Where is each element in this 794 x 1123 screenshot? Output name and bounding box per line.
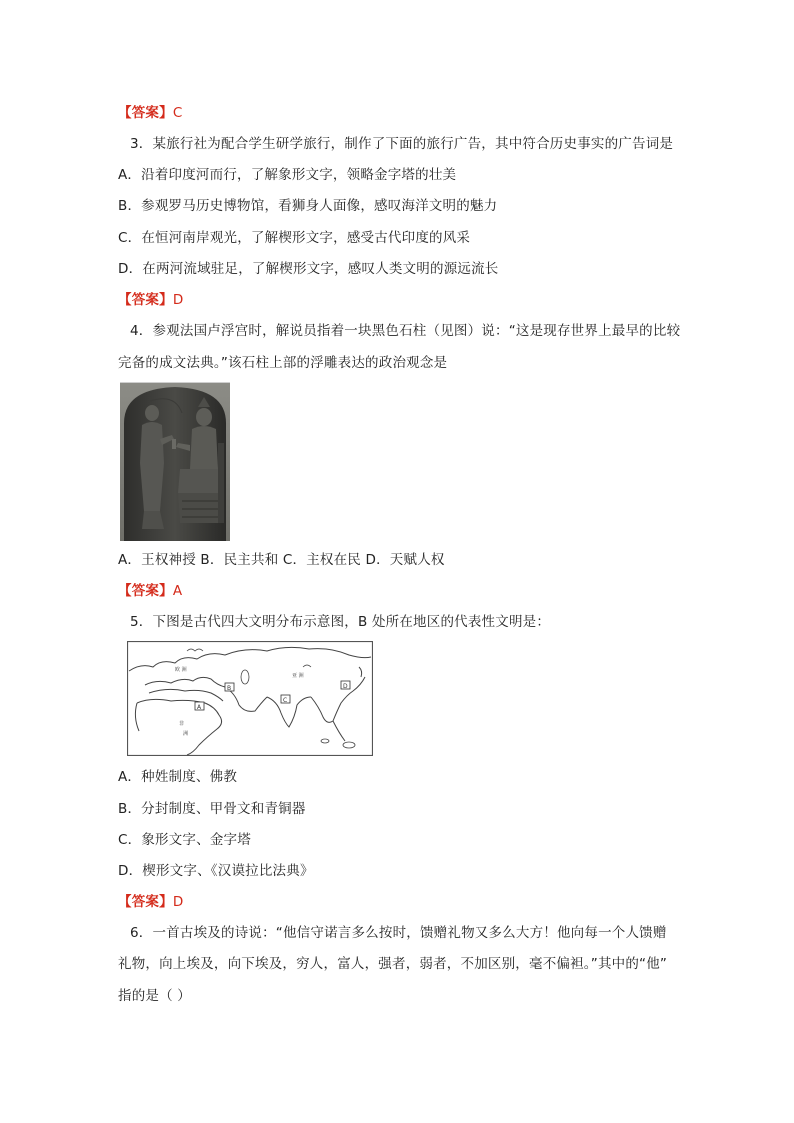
world-map-sketch [127,641,373,756]
map-label-africa-1: 非 [179,721,185,727]
map-marker-c: C [283,697,288,704]
map-marker-b: B [227,685,232,692]
answer-value: D [172,292,184,308]
question-5-option-d: D．楔形文字、《汉谟拉比法典》 [118,863,314,879]
map-label-europe: 欧 洲 [175,667,187,673]
question-3-option-d: D．在两河流域驻足，了解楔形文字，感叹人类文明的源远流长 [118,261,499,277]
question-4-stem-line2: 完备的成文法典。”该石柱上部的浮雕表达的政治观念是 [118,355,448,371]
question-3-option-a: A．沿着印度河而行，了解象形文字，领略金字塔的壮美 [118,167,457,183]
answer-q2 [118,104,182,122]
map-marker-d: D [343,683,348,690]
question-3-stem: 3．某旅行社为配合学生研学旅行，制作了下面的旅行广告，其中符合历史事实的广告词是 [130,136,674,152]
answer-tag: 【答案】 [118,583,173,599]
question-6-stem-line2: 礼物，向上埃及，向下埃及，穷人，富人，强者，弱者，不加区别，毫不偏袒。”其中的“他” [118,956,668,972]
answer-q3 [118,291,183,309]
map-marker-a: A [197,704,202,711]
question-4-stem-line1: 4．参观法国卢浮宫时，解说员指着一块黑色石柱（见图）说：“这是现存世界上最早的比较 [130,323,681,339]
ancient-civilizations-map [127,641,373,756]
answer-q4 [118,582,182,600]
answer-value: D [172,894,184,910]
hammurabi-stele-image [120,382,230,541]
question-5-option-b: B．分封制度、甲骨文和青铜器 [118,801,306,817]
answer-value: C [172,105,183,121]
answer-tag: 【答案】 [118,292,173,308]
question-5-stem: 5．下图是古代四大文明分布示意图，B 处所在地区的代表性文明是： [130,614,551,630]
answer-tag: 【答案】 [118,105,173,121]
question-3-option-c: C．在恒河南岸观光，了解楔形文字，感受古代印度的风采 [118,230,471,246]
stele-photo [120,383,230,541]
map-label-africa-2: 洲 [183,731,189,737]
map-label-asia: 亚 洲 [292,673,304,679]
question-6-stem-line3: 指的是（ ） [118,988,191,1004]
question-6-stem-line1: 6．一首古埃及的诗说：“他信守诺言多么按时，馈赠礼物又多么大方！他向每一个人馈赠 [130,925,667,941]
question-5-option-c: C．象形文字、金字塔 [118,832,251,848]
answer-q5 [118,893,183,911]
question-5-option-a: A．种姓制度、佛教 [118,769,238,785]
question-3-option-b: B．参观罗马历史博物馆，看狮身人面像，感叹海洋文明的魅力 [118,198,498,214]
answer-tag: 【答案】 [118,894,173,910]
answer-value: A [172,583,183,599]
question-4-options: A．王权神授 B．民主共和 C．主权在民 D．天赋人权 [118,552,445,568]
